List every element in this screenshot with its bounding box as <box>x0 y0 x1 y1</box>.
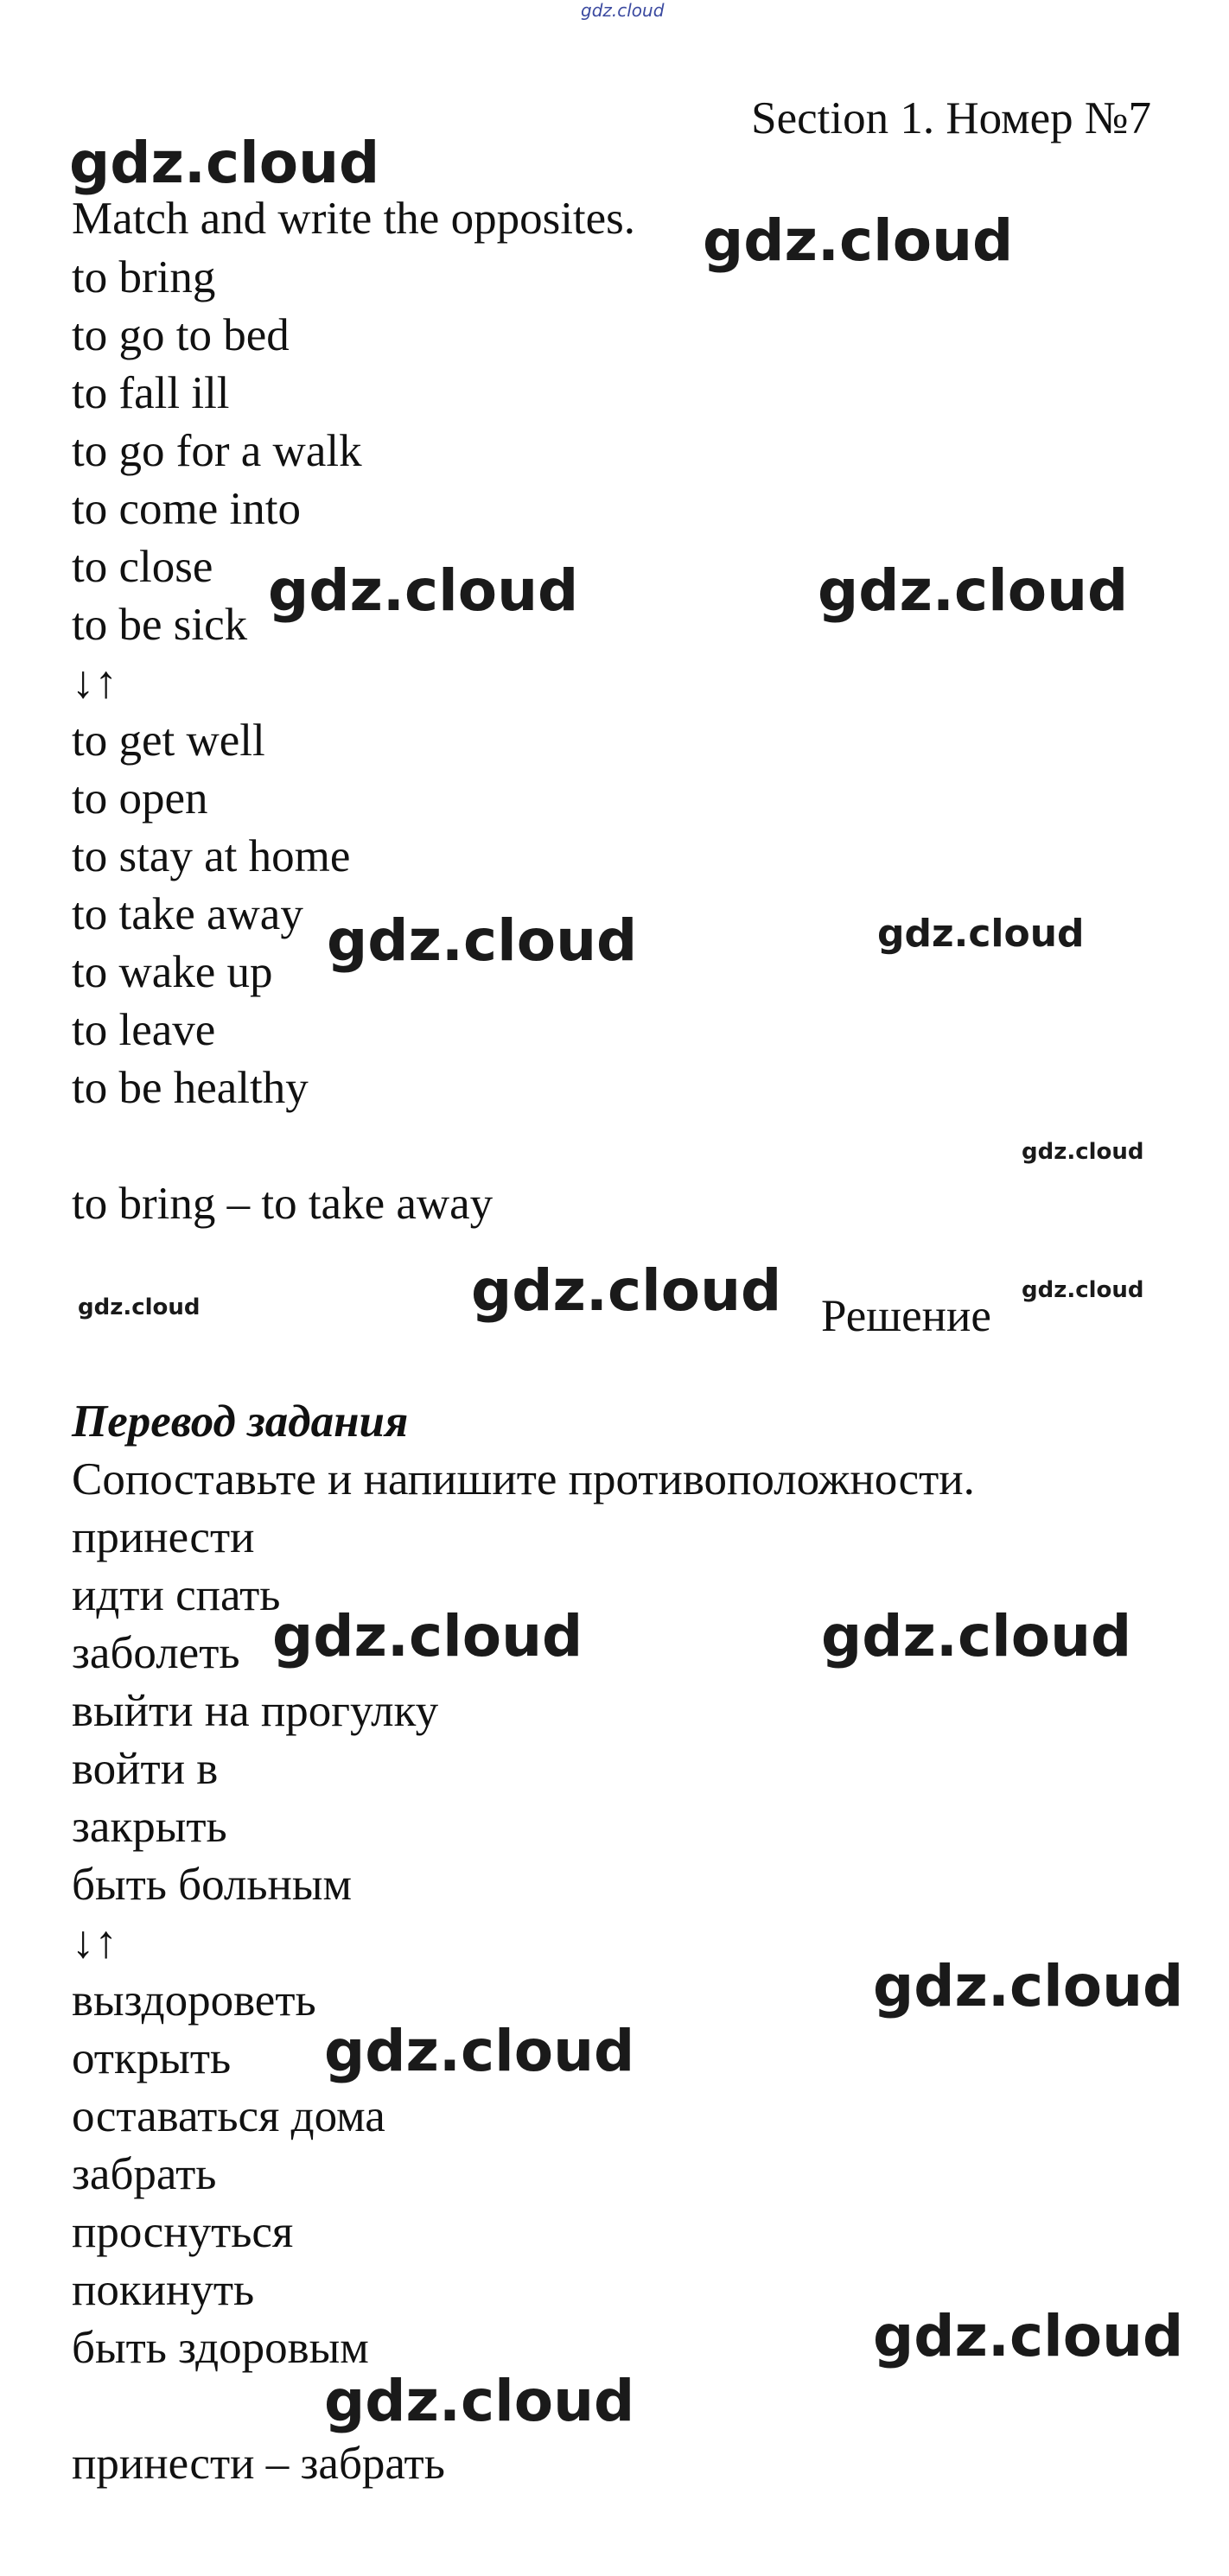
task-item: to close <box>72 542 213 592</box>
task-item: to stay at home <box>72 831 351 881</box>
task-item: to go for a walk <box>72 426 362 476</box>
translation-heading: Перевод задания <box>72 1396 409 1447</box>
watermark: gdz.cloud <box>873 2303 1184 2369</box>
watermark: gdz.cloud <box>873 1953 1184 2019</box>
watermark: gdz.cloud <box>877 912 1085 956</box>
arrows: ↓↑ <box>72 1918 118 1968</box>
translation-title: Сопоставьте и напишите противоположности. <box>72 1454 975 1504</box>
task-item: to get well <box>72 716 265 766</box>
watermark: gdz.cloud <box>69 130 380 196</box>
watermark: gdz.cloud <box>821 1603 1132 1670</box>
section-header: Section 1. Номер №7 <box>751 93 1151 143</box>
task-item: to bring <box>72 252 216 302</box>
translation-item: заболеть <box>72 1628 240 1678</box>
top-watermark: gdz.cloud <box>581 0 665 21</box>
translation-item: войти в <box>72 1744 219 1794</box>
translation-example: принести – забрать <box>72 2439 445 2489</box>
watermark: gdz.cloud <box>324 2368 635 2434</box>
watermark: gdz.cloud <box>1022 1277 1144 1303</box>
translation-item: забрать <box>72 2149 217 2199</box>
arrows: ↓↑ <box>72 658 118 708</box>
watermark: gdz.cloud <box>703 207 1014 274</box>
translation-item: оставаться дома <box>72 2091 385 2141</box>
translation-item: быть здоровым <box>72 2323 369 2373</box>
watermark: gdz.cloud <box>78 1294 201 1320</box>
watermark: gdz.cloud <box>471 1257 782 1324</box>
task-item: to come into <box>72 484 301 534</box>
task-item: to fall ill <box>72 368 230 418</box>
task-item: to be sick <box>72 600 248 650</box>
task-title: Match and write the opposites. <box>72 194 636 244</box>
translation-item: выздороветь <box>72 1975 316 2026</box>
task-item: to open <box>72 773 208 824</box>
watermark: gdz.cloud <box>324 2018 635 2084</box>
translation-item: открыть <box>72 2033 232 2083</box>
task-item: to leave <box>72 1005 216 1055</box>
watermark: gdz.cloud <box>272 1603 583 1670</box>
task-item: to wake up <box>72 947 273 997</box>
translation-item: выйти на прогулку <box>72 1686 439 1736</box>
translation-item: принести <box>72 1512 255 1562</box>
watermark: gdz.cloud <box>818 557 1129 624</box>
task-example: to bring – to take away <box>72 1179 494 1229</box>
translation-item: быть больным <box>72 1860 353 1910</box>
translation-item: идти спать <box>72 1570 281 1620</box>
translation-item: покинуть <box>72 2265 255 2315</box>
task-item: to be healthy <box>72 1063 309 1113</box>
task-item: to go to bed <box>72 310 290 360</box>
translation-item: проснуться <box>72 2207 294 2257</box>
watermark: gdz.cloud <box>327 907 638 974</box>
task-item: to take away <box>72 889 303 939</box>
translation-item: закрыть <box>72 1802 227 1852</box>
watermark: gdz.cloud <box>268 557 579 624</box>
solution-label: Решение <box>821 1291 991 1341</box>
watermark: gdz.cloud <box>1022 1139 1144 1165</box>
